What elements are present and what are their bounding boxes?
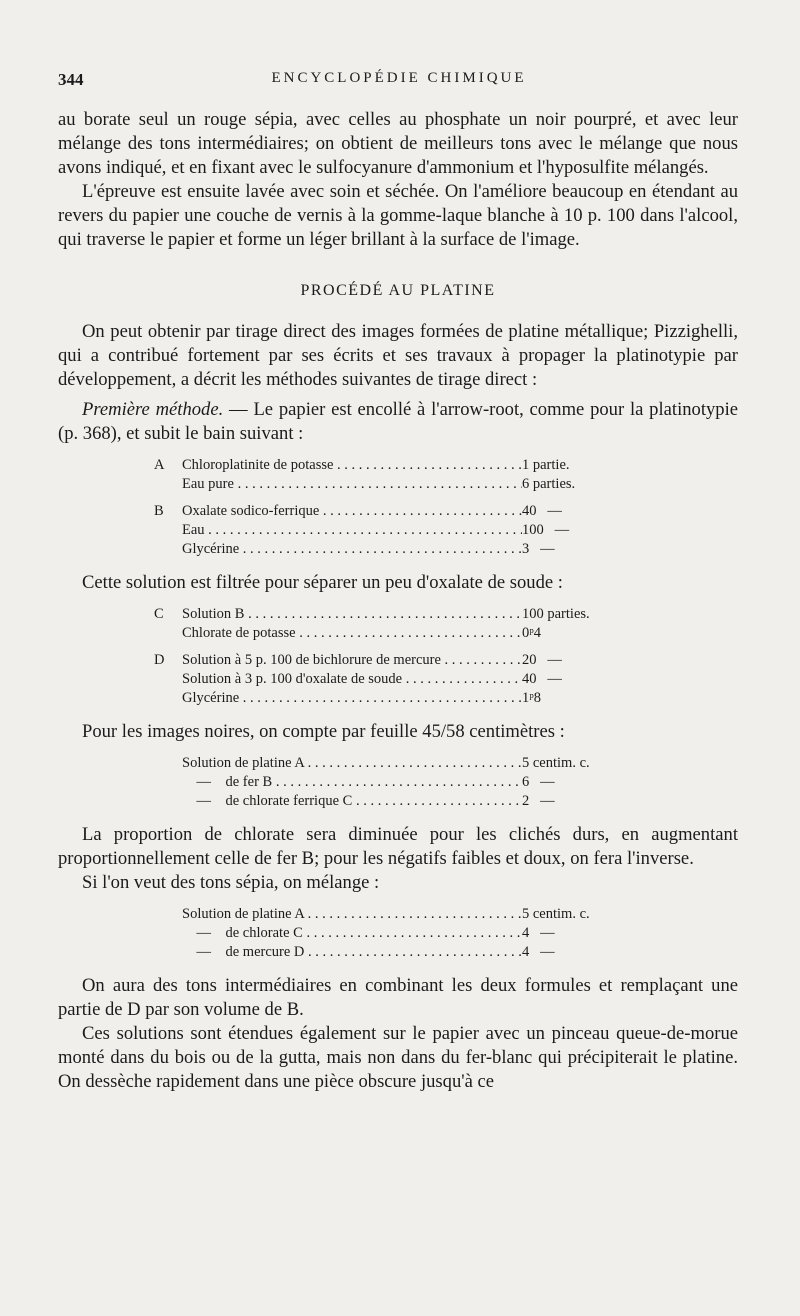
recipe-row [182,943,642,962]
recipe-quantity: 1ᵖ8 [522,690,542,706]
leader-dots [239,690,522,706]
recipe-row [154,456,642,475]
recipe-item-label: Glycérine [182,541,240,557]
recipe-row [154,540,642,559]
recipe-quantity: 4 — [522,944,555,960]
recipe-item [182,754,522,773]
recipe-letter [154,521,182,540]
recipe-row [154,502,642,521]
recipe-item [182,605,522,624]
recipe-quantity: 5 centim. c. [522,755,590,771]
recipe-letter: B [154,503,164,519]
recipe-item-label: Solution de platine A [182,755,305,771]
recipe-item-label: — de fer B [182,774,273,790]
recipe-row [154,521,642,540]
recipe-quantity: 40 — [522,671,562,687]
leader-dots [333,457,522,473]
recipe-letter [154,689,182,708]
paragraph: Ces solutions sont étendues également sur le papier avec un pinceau queue-de-morue monté dans du bois ou de la gutta, mais non dans du fer-blanc qui précipiterait le platine. On dessèche rapidement dans une pièce obscure jusqu'à ce [58,1023,738,1092]
recipe-item [182,943,522,962]
recipe-row [182,924,642,943]
recipe-item-label: Solution à 5 p. 100 de bichlorure de mercure [182,652,441,668]
recipe-quantity: 6 — [522,774,555,790]
recipe-item [182,521,522,540]
leader-dots [234,476,522,492]
leader-dots [272,774,522,790]
recipe-row [182,792,642,811]
recipe-row [182,754,642,773]
paragraph: On peut obtenir par tirage direct des images formées de platine métallique; Pizzighelli, qui a contribué fortement par ses écrits et ses travaux à propager la platinotypie par développement, a décrit les méthodes suivantes de tirage direct : [58,321,738,390]
paragraph: Cette solution est filtrée pour séparer un peu d'oxalate de soude : [82,572,563,593]
paragraph: On aura des tons intermédiaires en combinant les deux formules et remplaçant une partie de D par son volume de B. [58,975,738,1020]
recipe-item-label: Eau pure [182,476,234,492]
page-header [58,70,740,94]
recipe-item [182,540,522,559]
recipe-row [154,475,642,494]
recipe-row [154,605,642,624]
recipe-item [182,624,522,643]
recipe-quantity: 100 parties. [522,606,590,622]
leader-dots [402,671,522,687]
recipe-letter [154,624,182,643]
leader-dots [319,503,522,519]
recipe-quantity: 40 — [522,503,562,519]
recipe-row [154,689,642,708]
paragraph: Pour les images noires, on compte par feuille 45/58 centimètres : [82,721,565,742]
leader-dots [304,906,522,922]
page-number: 344 [58,70,84,89]
recipe-item-label: Solution de platine A [182,906,305,922]
recipe-item [182,651,522,670]
leader-dots [244,606,522,622]
recipe-row [154,651,642,670]
recipe-item [182,475,522,494]
recipe-quantity: 6 parties. [522,476,576,492]
recipe-quantity: 1 partie. [522,457,570,473]
method-title: Première méthode. [82,399,224,420]
recipe-item-label: — de chlorate ferrique C [182,793,353,809]
recipe-quantity: 2 — [522,793,555,809]
recipe-item-label: Solution B [182,606,245,622]
recipe-item [182,773,522,792]
recipe-letter [154,475,182,494]
recipe-letter: C [154,606,164,622]
leader-dots [304,944,522,960]
leader-dots [352,793,522,809]
recipe-row [182,905,642,924]
recipe-letter: A [154,457,165,473]
recipe-ab [154,456,738,559]
recipe-item-label: Chlorate de potasse [182,625,296,641]
recipe-quantity: 5 centim. c. [522,906,590,922]
recipe-black [182,754,738,811]
recipe-quantity: 0ᵖ4 [522,625,542,641]
recipe-item [182,689,522,708]
paragraph [58,398,738,446]
recipe-item-label: — de chlorate C [182,925,303,941]
recipe-quantity: 100 — [522,522,570,538]
recipe-item [182,670,522,689]
leader-dots [205,522,522,538]
leader-dots [304,755,522,771]
recipe-letter [154,670,182,689]
section-heading: PROCÉDÉ AU PLATINE [300,282,496,299]
recipe-sepia [182,905,738,962]
leader-dots [303,925,522,941]
leader-dots [239,541,522,557]
recipe-item [182,456,522,475]
recipe-item [182,905,522,924]
running-title: ENCYCLOPÉDIE CHIMIQUE [271,70,527,86]
recipe-quantity: 20 — [522,652,562,668]
recipe-letter: D [154,652,165,668]
paragraph: Si l'on veut des tons sépia, on mélange : [82,872,380,893]
recipe-item-label: Glycérine [182,690,240,706]
recipe-row [182,773,642,792]
recipe-letter [154,540,182,559]
recipe-row [154,670,642,689]
recipe-quantity: 3 — [522,541,555,557]
method-text: — Le papier est encollé à l'arrow-root, comme pour la platinotypie (p. 368), et subit le bain suivant : [58,399,739,444]
recipe-item-label: Eau [182,522,205,538]
leader-dots [296,625,522,641]
paragraph: La proportion de chlorate sera diminuée pour les clichés durs, en augmentant proportionnellement celle de fer B; pour les négatifs faibles et doux, on fera l'inverse. [58,824,738,869]
leader-dots [441,652,522,668]
recipe-cd [154,605,738,708]
recipe-row [154,624,642,643]
paragraph: L'épreuve est ensuite lavée avec soin et séchée. On l'améliore beaucoup en étendant au revers du papier une couche de vernis à la gomme-laque blanche à 10 p. 100 dans l'alcool, qui traverse le papier et forme un léger brillant à la surface de l'image. [58,181,738,250]
recipe-item [182,924,522,943]
recipe-quantity: 4 — [522,925,555,941]
recipe-item-label: Oxalate sodico-ferrique [182,503,320,519]
recipe-item-label: Solution à 3 p. 100 d'oxalate de soude [182,671,403,687]
recipe-item [182,792,522,811]
recipe-item-label: Chloroplatinite de potasse [182,457,334,473]
paragraph: au borate seul un rouge sépia, avec celles au phosphate un noir pourpré, et avec leur mélange des tons intermédiaires; on obtient de meilleurs tons avec le mélange que nous avons indiqué, et en fixant avec le sulfocyanure d'ammonium et l'hyposulfite mélangés. [58,109,738,178]
recipe-item [182,502,522,521]
page-body [58,108,738,1094]
recipe-item-label: — de mercure D [182,944,305,960]
